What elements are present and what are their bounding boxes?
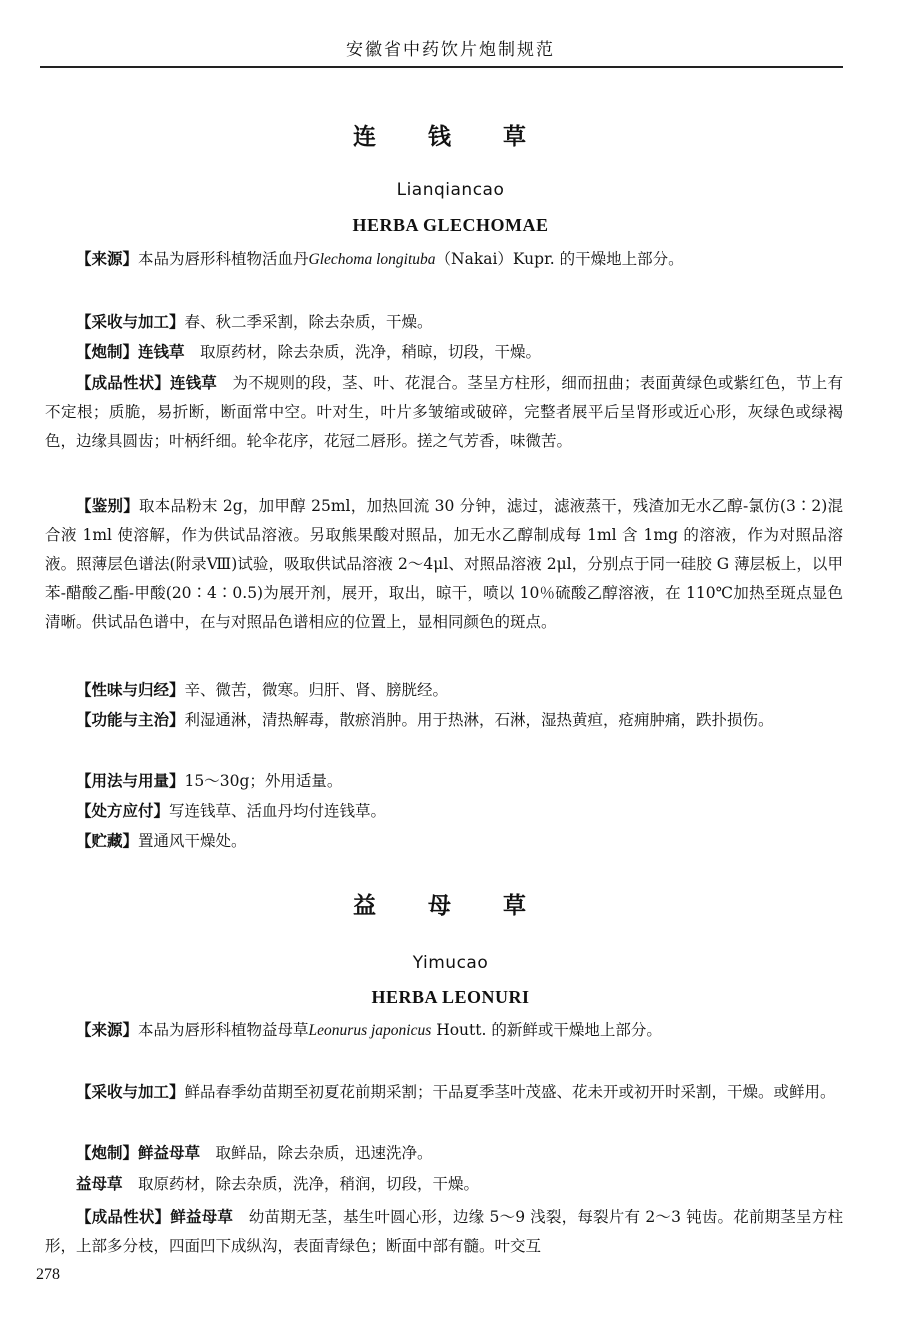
running-header: 安徽省中药饮片炮制规范 [346, 40, 555, 60]
section-source: 【来源】本品为唇形科植物活血丹Glechoma longituba（Nakai）Kupr. 的干燥地上部分。 [76, 250, 684, 268]
section-label: 【处方应付】 [76, 802, 170, 820]
section-label: 【采收与加工】 [76, 1083, 185, 1101]
section-storage: 【贮藏】置通风干燥处。 [76, 832, 247, 850]
entry-title-lianqiancao: 连 钱 草 [352, 124, 548, 150]
section-label: 【鉴别】 [76, 497, 139, 515]
section-label: 【炮制】 [76, 343, 139, 361]
species-name: Glechoma longituba [308, 251, 436, 268]
section-functions: 【功能与主治】利湿通淋，清热解毒，散瘀消肿。用于热淋，石淋，湿热黄疸，疮痈肿痛，跌扑损伤。 [76, 711, 774, 729]
species-name: Leonurus japonicus [308, 1022, 432, 1039]
section-label: 【成品性状】 [76, 374, 170, 392]
section-processing-dried: 益母草 取原药材，除去杂质，洗净，稍润，切段，干燥。 [76, 1175, 480, 1193]
entry-pinyin-lianqiancao: Lianqiancao [396, 180, 505, 200]
section-source: 【来源】本品为唇形科植物益母草Leonurus japonicus Houtt. 的新鲜或干燥地上部分。 [76, 1021, 662, 1039]
section-label: 【用法与用量】 [76, 772, 185, 790]
page-number: 278 [36, 1266, 60, 1283]
section-harvest: 【采收与加工】鲜品春季幼苗期至初夏花前期采割；干品夏季茎叶茂盛、花未开或初开时采割，干燥。或鲜用。 [76, 1083, 836, 1101]
section-label: 【来源】 [76, 1021, 139, 1039]
section-identification: 【鉴别】取本品粉末 2g，加甲醇 25ml，加热回流 30 分钟，滤过，滤液蒸干，残渣加无水乙醇-氯仿(3∶2)混合液 1ml 使溶解，作为供试品溶液。另取熊果酸对照品，加无水乙醇制成每 1ml 含 1mg 的溶液，作为对照品溶液。照薄层色谱法(附录Ⅷ)试验，吸取供试品溶液 2～4μl、对照品溶液 2μl，分别点于同一硅胶 G 薄层板上，以甲苯-醋酸乙酯-甲酸(20∶4∶0.5)为展开剂，展开，取出，晾干，喷以 10％硫酸乙醇溶液，在 110℃加热至斑点显色清晰。供试品色谱中，在与对照品色谱相应的位置上，显相同颜色的斑点。 [45, 497, 843, 631]
entry-pinyin-yimucao: Yimucao [412, 953, 489, 973]
section-harvest: 【采收与加工】春、秋二季采割，除去杂质，干燥。 [76, 313, 433, 331]
section-label: 【来源】 [76, 250, 139, 268]
header-rule [40, 66, 843, 68]
section-label: 【采收与加工】 [76, 313, 185, 331]
section-properties: 【成品性状】连钱草 为不规则的段，茎、叶、花混合。茎呈方柱形，细而扭曲；表面黄绿色或紫红色，节上有不定根；质脆，易折断，断面常中空。叶对生，叶片多皱缩或破碎，完整者展平后呈肾形或近心形，灰绿色或绿褐色，边缘具圆齿；叶柄纤细。轮伞花序，花冠二唇形。搓之气芳香，味微苦。 [45, 374, 843, 450]
section-label: 【性味与归经】 [76, 681, 185, 699]
entry-title-yimucao: 益 母 草 [352, 893, 548, 919]
section-label: 【贮藏】 [76, 832, 139, 850]
section-properties: 【成品性状】鲜益母草 幼苗期无茎，基生叶圆心形，边缘 5～9 浅裂，每裂片有 2～3 钝齿。花前期茎呈方柱形，上部多分枝，四面凹下成纵沟，表面青绿色；断面中部有髓。叶交互 [45, 1208, 843, 1255]
section-nature: 【性味与归经】辛、微苦，微寒。归肝、肾、膀胱经。 [76, 681, 449, 699]
section-processing-fresh: 【炮制】鲜益母草 取鲜品，除去杂质，迅速洗净。 [76, 1144, 433, 1162]
section-prescription: 【处方应付】写连钱草、活血丹均付连钱草。 [76, 802, 387, 820]
section-processing: 【炮制】连钱草 取原药材，除去杂质，洗净，稍晾，切段，干燥。 [76, 343, 542, 361]
entry-latin-yimucao: HERBA LEONURI [371, 987, 530, 1007]
section-label: 【功能与主治】 [76, 711, 185, 729]
entry-latin-lianqiancao: HERBA GLECHOMAE [352, 215, 549, 235]
section-dosage: 【用法与用量】15～30g；外用适量。 [76, 772, 343, 790]
section-label: 【成品性状】 [76, 1208, 171, 1226]
section-label: 【炮制】 [76, 1144, 139, 1162]
